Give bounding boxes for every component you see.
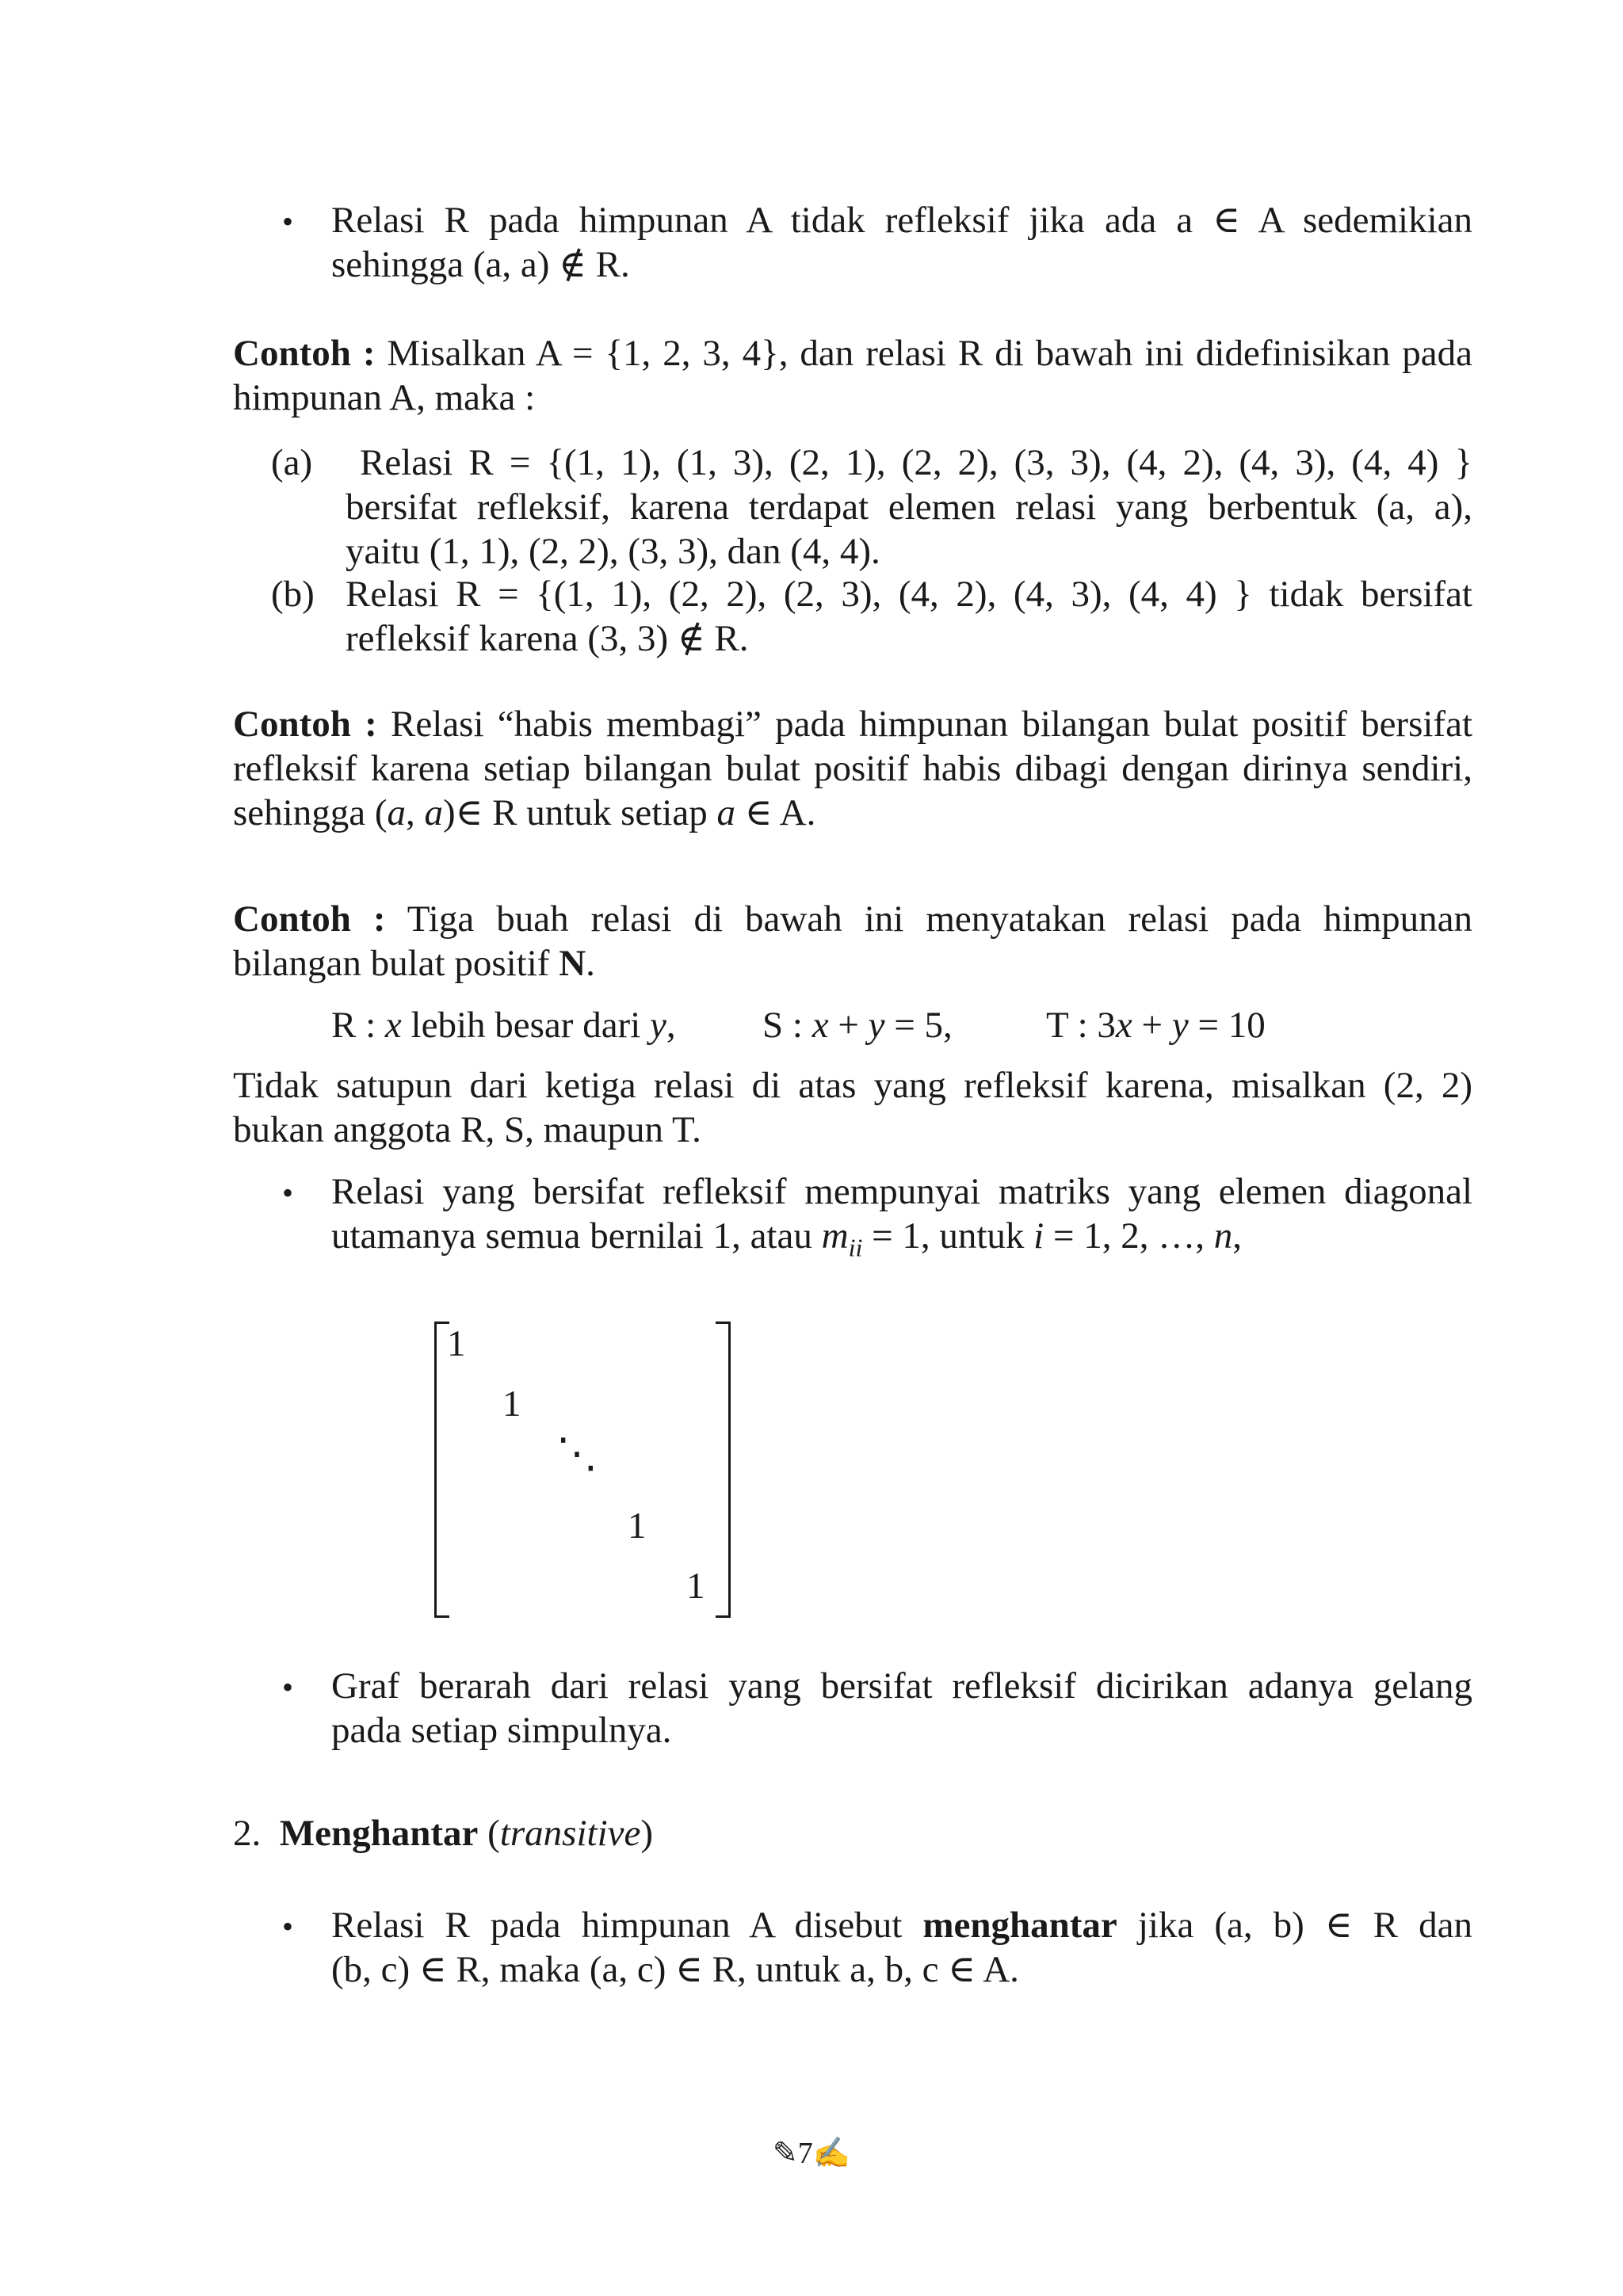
text-span: ): [640, 1813, 654, 1854]
matrix-entry: 1: [447, 1323, 466, 1364]
section-title-english: transitive: [499, 1813, 641, 1854]
matrix-right-bracket: [716, 1322, 731, 1618]
bullet-icon: •: [282, 1175, 294, 1211]
math-var: i: [1033, 1215, 1044, 1257]
text-line: (b, c) ∈ R, maka (a, c) ∈ R, untuk a, b, c ∈ A.: [331, 1949, 1019, 1990]
text-span: T : 3: [1046, 1005, 1116, 1046]
bullet-icon: •: [282, 1909, 294, 1944]
section-title: Menghantar: [279, 1813, 479, 1854]
text-span: .: [586, 943, 595, 984]
text-span: S :: [762, 1005, 812, 1046]
text-span: = 1, 2, …,: [1044, 1215, 1214, 1257]
text-line: [233, 941, 1472, 986]
paragraph-matrix: [331, 1169, 1472, 1269]
identity-matrix: [434, 1322, 731, 1615]
math-var: x: [812, 1005, 829, 1046]
text-line: refleksif karena (3, 3) ∉ R.: [346, 618, 749, 659]
text-span: ,: [666, 1005, 676, 1046]
page-number: ✎7✍: [772, 2137, 851, 2170]
matrix-entry: 1: [628, 1505, 647, 1547]
text-span: +: [828, 1005, 869, 1046]
example-label: Contoh :: [233, 333, 376, 374]
text-line: Graf berarah dari relasi yang bersifat refleksif dicirikan adanya gelang: [331, 1665, 1472, 1707]
math-var: a: [424, 792, 443, 833]
text-span: Tiga buah relasi di bawah ini menyatakan relasi pada himpunan: [385, 898, 1472, 940]
math-var: y: [1171, 1005, 1189, 1046]
text-line: refleksif karena setiap bilangan bulat positif habis dibagi dengan dirinya sendiri,: [233, 748, 1472, 789]
text-line: [233, 1811, 1472, 1855]
text-line: bukan anggota R, S, maupun T.: [233, 1109, 701, 1150]
example-1-item-a: [350, 441, 1472, 485]
text-span: Relasi R pada himpunan A disebut: [331, 1905, 923, 1946]
set-symbol: N: [559, 943, 586, 984]
text-line: Relasi R = {(1, 1), (1, 3), (2, 1), (2, 2), (3, 3), (4, 2), (4, 3), (4, 4) }: [360, 442, 1472, 483]
text-line: himpunan A, maka :: [233, 377, 536, 418]
example-3-conclusion: [233, 1063, 1472, 1152]
math-var: x: [1115, 1005, 1132, 1046]
section-heading: [233, 1811, 1472, 1855]
text-span: utamanya semua bernilai 1, atau: [331, 1215, 822, 1257]
matrix-entry: 1: [686, 1566, 705, 1607]
math-var: y: [650, 1005, 666, 1046]
math-var: a: [716, 792, 735, 833]
example-1-item-a-cont: [346, 485, 1472, 574]
bullet-icon: •: [282, 1669, 294, 1705]
bullet-icon: •: [282, 204, 294, 239]
text-line: [233, 791, 1472, 835]
math-var: a: [387, 792, 406, 833]
text-span: R :: [331, 1005, 385, 1046]
text-line: pada setiap simpulnya.: [331, 1710, 672, 1751]
matrix-entry: 1: [502, 1383, 521, 1425]
math-var: n: [1213, 1215, 1233, 1257]
text-line: bersifat refleksif, karena terdapat elemen relasi yang berbentuk (a, a),: [346, 486, 1472, 528]
text-line: [233, 897, 1472, 941]
text-span: )∈ R untuk setiap: [442, 792, 717, 833]
text-line: [331, 1903, 1472, 1947]
relation-s: [762, 1003, 953, 1047]
item-label-a: (a): [271, 442, 313, 483]
text-span: (: [478, 1813, 500, 1854]
text-span: Misalkan A = {1, 2, 3, 4}, dan relasi R di bawah ini didefinisikan pada: [375, 333, 1472, 374]
text-span: = 1, untuk: [862, 1215, 1034, 1257]
relation-r: [331, 1003, 676, 1047]
text-span: bilangan bulat positif: [233, 943, 559, 984]
section-number: 2.: [233, 1813, 262, 1854]
text-span: lebih besar dari: [401, 1005, 651, 1046]
text-line: Relasi R = {(1, 1), (2, 2), (2, 3), (4, 2), (4, 3), (4, 4) } tidak bersifat: [346, 574, 1472, 615]
example-1-item-b: [346, 572, 1472, 661]
example-1: [233, 331, 1472, 420]
math-subscript: ii: [848, 1233, 863, 1262]
text-line: Relasi R pada himpunan A tidak refleksif jika ada a ∈ A sedemikian: [331, 200, 1472, 241]
item-label-b: (b): [271, 574, 315, 615]
relation-t: [1046, 1003, 1266, 1047]
text-span: sehingga (: [233, 792, 388, 833]
math-var: x: [384, 1005, 402, 1046]
math-var: m: [821, 1215, 849, 1257]
math-var: y: [868, 1005, 885, 1046]
text-span: +: [1132, 1005, 1172, 1046]
text-span: = 10: [1188, 1005, 1266, 1046]
term-bold: menghantar: [922, 1905, 1117, 1946]
text-line: [233, 331, 1472, 376]
matrix-diagonal-dots: ⋱: [556, 1432, 598, 1477]
example-3: [233, 897, 1472, 986]
matrix-left-bracket: [434, 1322, 449, 1618]
text-span: ,: [405, 792, 425, 833]
example-2: [233, 702, 1472, 835]
text-span: ∈ A.: [735, 792, 816, 833]
text-line: [233, 702, 1472, 746]
example-label: Contoh :: [233, 898, 386, 940]
example-label: Contoh :: [233, 704, 377, 745]
text-span: Relasi “habis membagi” pada himpunan bilangan bulat positif bersifat: [376, 704, 1472, 745]
text-line: [331, 1214, 1472, 1269]
text-span: jika (a, b) ∈ R dan: [1117, 1905, 1472, 1946]
paragraph-transitive: [331, 1903, 1472, 1992]
paragraph-graph: [331, 1664, 1472, 1753]
text-line: Relasi yang bersifat refleksif mempunyai matriks yang elemen diagonal: [331, 1171, 1472, 1212]
text-span: = 5,: [884, 1005, 953, 1046]
paragraph-not-reflexive: [331, 198, 1472, 287]
text-line: Tidak satupun dari ketiga relasi di atas yang refleksif karena, misalkan (2, 2): [233, 1065, 1472, 1106]
text-span: ,: [1232, 1215, 1242, 1257]
text-line: yaitu (1, 1), (2, 2), (3, 3), dan (4, 4).: [346, 531, 880, 572]
text-line: sehingga (a, a) ∉ R.: [331, 244, 630, 285]
